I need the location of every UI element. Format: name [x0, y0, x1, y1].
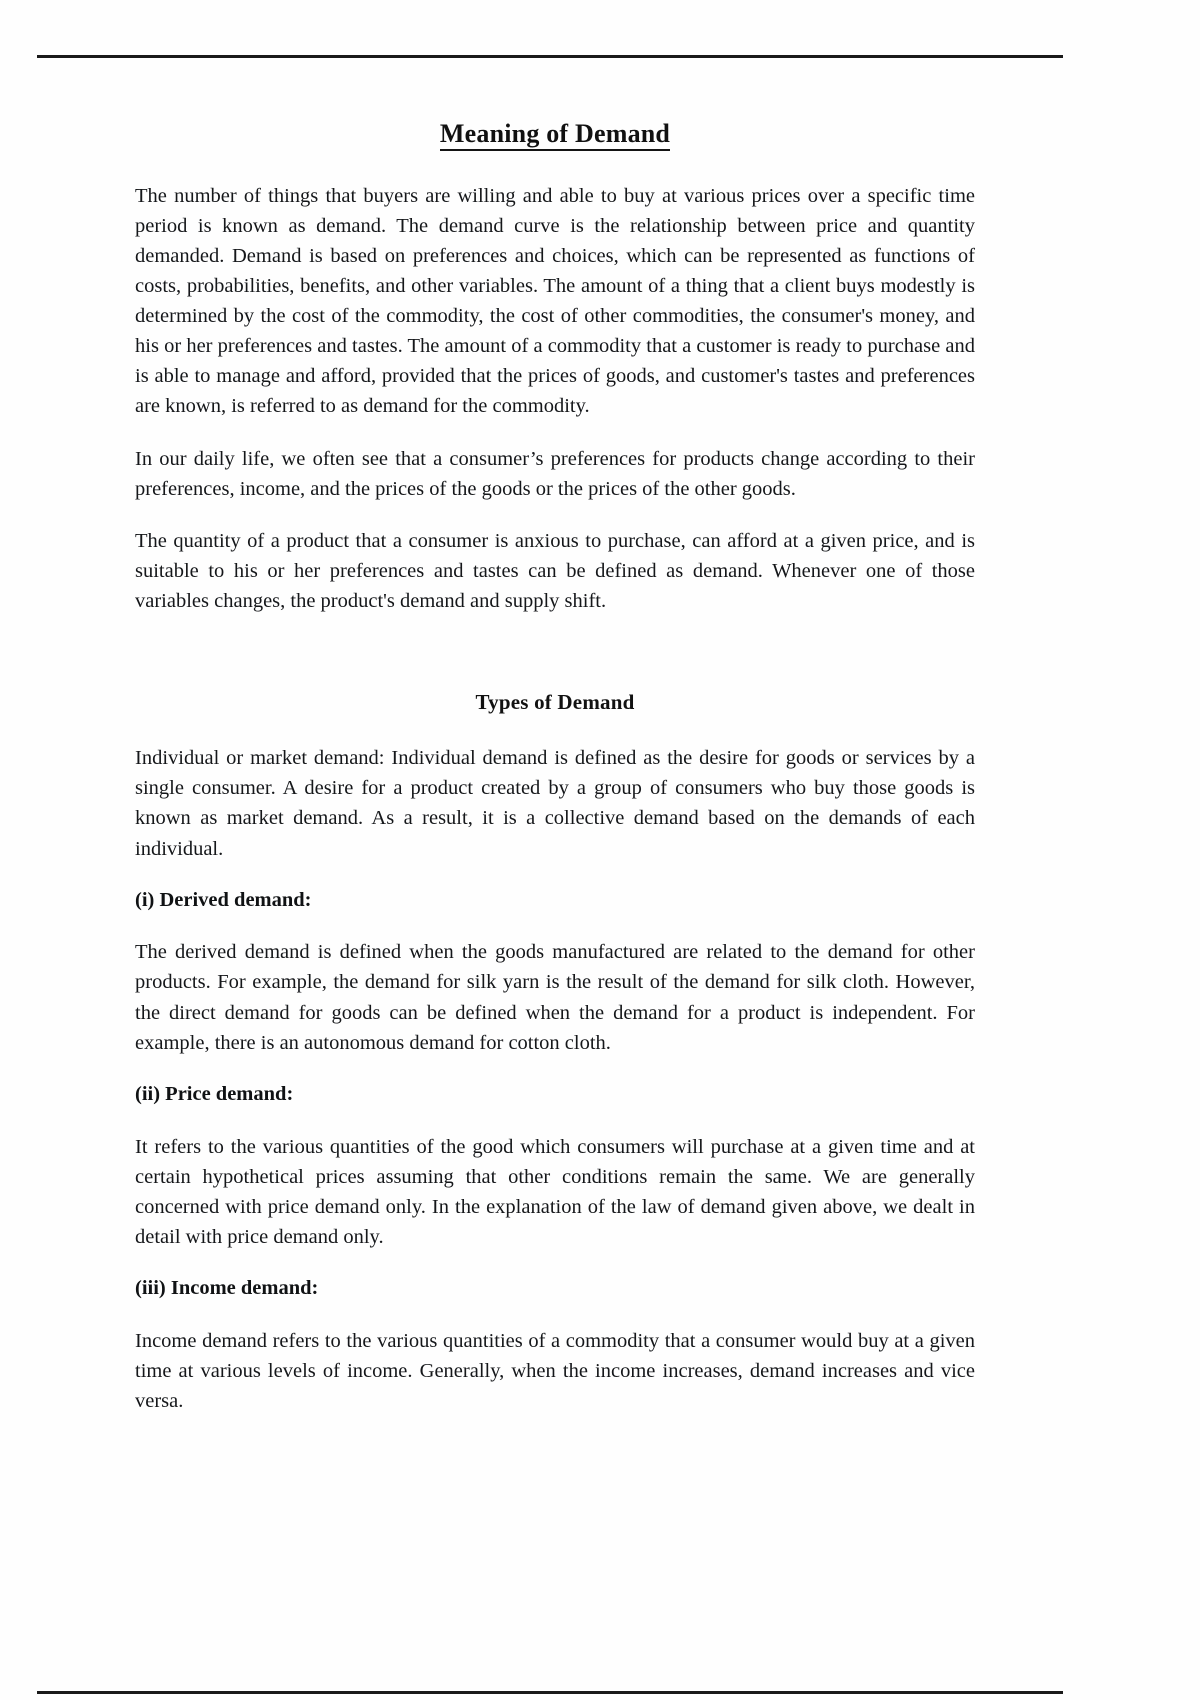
section-heading-spacer — [135, 715, 975, 743]
header-divider — [37, 55, 1063, 58]
paragraph-daily-life: In our daily life, we often see that a consumer’s preferences for products change according to their preferences, income, and the prices of the goods or the prices of the other goods. — [135, 447, 975, 500]
paragraph-income-demand: Income demand refers to the various quantities of a commodity that a consumer would buy at a given time at various levels of income. Generally, when the income increases, demand increases and vice versa. — [135, 1329, 975, 1413]
paragraph-price-demand: It refers to the various quantities of the good which consumers will purchase at a given time and at certain hypothetical prices assuming that other conditions remain the same. We are generally concerned with price demand only. In the explanation of the law of demand given above, we dealt in detail with price demand only. — [135, 1135, 975, 1248]
section-heading-types-of-demand: Types of Demand — [475, 690, 635, 715]
paragraph-individual-or-market-demand: Individual or market demand: Individual demand is defined as the desire for goods or services by a single consumer. A desire for a product created by a group of consumers who buy those goods is known as market demand. As a result, it is a collective demand based on the demands of each individual. — [135, 747, 975, 860]
section-spacer — [135, 638, 975, 690]
paragraph-derived-demand: The derived demand is defined when the goods manufactured are related to the demand for other products. For example, the demand for silk yarn is the result of the demand for silk cloth. However, the direct demand for goods can be defined when the demand for a product is independent. For example, there is an autonomous demand for cotton cloth. — [135, 941, 975, 1054]
footer-divider — [37, 1691, 1063, 1694]
page-title — [135, 118, 975, 151]
paragraph-quantity-of-product: The quantity of a product that a consumer is anxious to purchase, can afford at a given price, and is suitable to his or her preferences and tastes can be defined as demand. Whenever one of those variables changes, the product's demand and supply shift. — [135, 529, 975, 612]
page-title-text: Meaning of Demand — [440, 119, 670, 151]
paragraph-demand-definition: The number of things that buyers are willing and able to buy at various prices over a specific time period is known as demand. The demand curve is the relationship between price and quantity demanded. Demand is based on preferences and choices, which can be represented as functions of costs, probabilities, benefits, and other variables. The amount of a thing that a client buys modestly is determined by the cost of the commodity, the cost of other commodities, the consumer's money, and his or her preferences and tastes. The amount of a commodity that a customer is ready to purchase and is able to manage and afford, provided that the prices of goods, and customer's tastes and preferences are known, is referred to as demand for the commodity. — [135, 184, 975, 418]
subheading-price-demand: (ii) Price demand: — [135, 1082, 294, 1105]
document-body — [135, 118, 975, 1416]
subheading-derived-demand: (i) Derived demand: — [135, 888, 312, 911]
subheading-income-demand: (iii) Income demand: — [135, 1277, 319, 1300]
